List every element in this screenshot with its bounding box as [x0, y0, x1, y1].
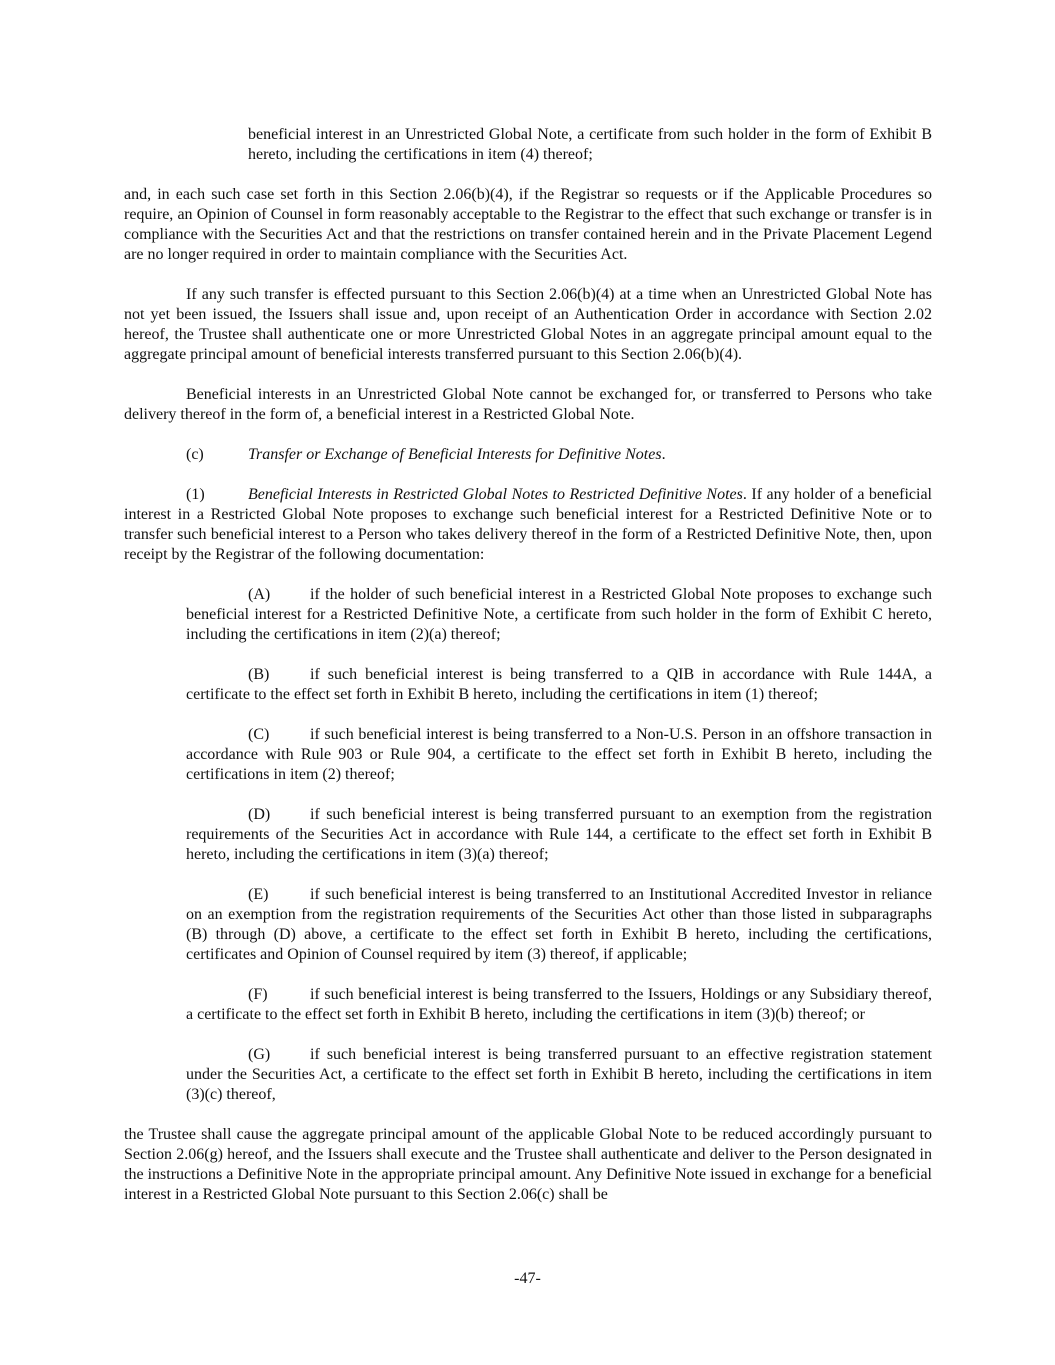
subsection-1-text: . If any holder of a beneficial interest in a Restricted Global Note proposes to exchange such beneficial interest for a Restricted Definitive Note or to transfer such beneficial interest to a Person who takes delivery thereof in the form of a Restricted Definitive Note, then, upon receipt by the Registrar of the following documentation: — [124, 486, 932, 563]
list-item-label: (G) — [248, 1046, 271, 1063]
paragraph-opinion-of-counsel: and, in each such case set forth in this Section 2.06(b)(4), if the Registrar so requests or if the Applicable Procedures so require, an Opinion of Counsel in form reasonably acceptable to the Registrar to the effect that such exchange or transfer is in compliance with the Securities Act and that the restrictions on transfer contained herein and in the Private Placement Legend are no longer required in order to maintain compliance with the Securities Act. — [124, 186, 932, 263]
paragraph-trustee-reduction: the Trustee shall cause the aggregate principal amount of the applicable Global Note to be reduced accordingly pursuant to Section 2.06(g) hereof, and the Issuers shall execute and the Trustee shall authenticate and deliver to the Person designated in the instructions a Definitive Note in the appropriate principal amount. Any Definitive Note issued in exchange for a beneficial interest in a Restricted Global Note pursuant to this Section 2.06(c) shall be — [124, 1126, 932, 1203]
document-page — [124, 125, 932, 1205]
section-c-title-end: . — [661, 446, 666, 463]
section-c-label: (c) — [186, 446, 204, 463]
list-item-text: if such beneficial interest is being transferred pursuant to an effective registration statement under the Securities Act, a certificate to the effect set forth in Exhibit B hereto, including the certifications in item (3)(c) thereof, — [186, 1046, 932, 1103]
list-item-f — [186, 985, 932, 1025]
list-item-g — [186, 1045, 932, 1105]
paragraph-unrestricted-global-note-issuance: If any such transfer is effected pursuant to this Section 2.06(b)(4) at a time when an Unrestricted Global Note has not yet been issued, the Issuers shall issue and, upon receipt of an Authentication Order in accordance with Section 2.02 hereof, the Trustee shall authenticate one or more Unrestricted Global Notes in an aggregate principal amount equal to the aggregate principal amount of beneficial interests transferred pursuant to this Section 2.06(b)(4). — [124, 286, 932, 363]
paragraph-beneficial-interests-restriction: Beneficial interests in an Unrestricted Global Note cannot be exchanged for, or transferred to Persons who take delivery thereof in the form of, a beneficial interest in a Restricted Global Note. — [124, 386, 932, 423]
list-item-label: (D) — [248, 806, 271, 823]
list-item-d — [186, 805, 932, 865]
list-item-b — [186, 665, 932, 705]
section-c-heading — [124, 445, 932, 465]
list-item-label: (F) — [248, 986, 268, 1003]
subsection-1-label: (1) — [186, 486, 205, 503]
list-item-a — [186, 585, 932, 645]
list-item-text: if the holder of such beneficial interest in a Restricted Global Note proposes to exchange such beneficial interest for a Restricted Definitive Note, a certificate from such holder in the form of Exhibit C hereto, including the certifications in item (2)(a) thereof; — [186, 586, 932, 643]
list-item-c — [186, 725, 932, 785]
list-item-label: (E) — [248, 886, 269, 903]
list-item-label: (C) — [248, 726, 270, 743]
list-item-text: if such beneficial interest is being transferred to a QIB in accordance with Rule 144A, a certificate to the effect set forth in Exhibit B hereto, including the certifications in item (1) thereof; — [186, 666, 932, 703]
page-number: -47- — [514, 1270, 541, 1287]
list-item-text: if such beneficial interest is being transferred to an Institutional Accredited Investor in reliance on an exemption from the registration requirements of the Securities Act other than those listed in subparagraphs (B) through (D) above, a certificate to the effect set forth in Exhibit B hereto, including the certifications, certificates and Opinion of Counsel required by item (3) thereof, if applicable; — [186, 886, 932, 963]
list-item-text: if such beneficial interest is being transferred to a Non-U.S. Person in an offshore transaction in accordance with Rule 903 or Rule 904, a certificate to the effect set forth in Exhibit B hereto, including the certifications in item (2) thereof; — [186, 726, 932, 783]
subsection-1-paragraph — [124, 485, 932, 565]
list-item-label: (A) — [248, 586, 271, 603]
subsection-1-title: Beneficial Interests in Restricted Global Notes to Restricted Definitive Notes — [248, 486, 743, 503]
list-item-text: if such beneficial interest is being transferred to the Issuers, Holdings or any Subsidiary thereof, a certificate to the effect set forth in Exhibit B hereto, including the certifications in item (3)(b) thereof; or — [186, 986, 932, 1023]
list-item-text: if such beneficial interest is being transferred pursuant to an exemption from the registration requirements of the Securities Act in accordance with Rule 144, a certificate to the effect set forth in Exhibit B hereto, including the certifications in item (3)(a) thereof; — [186, 806, 932, 863]
continuation-item-text: beneficial interest in an Unrestricted Global Note, a certificate from such holder in the form of Exhibit B hereto, including the certifications in item (4) thereof; — [248, 126, 932, 163]
section-c-title: Transfer or Exchange of Beneficial Interests for Definitive Notes — [248, 446, 662, 463]
list-item-e — [186, 885, 932, 965]
list-item-label: (B) — [248, 666, 270, 683]
